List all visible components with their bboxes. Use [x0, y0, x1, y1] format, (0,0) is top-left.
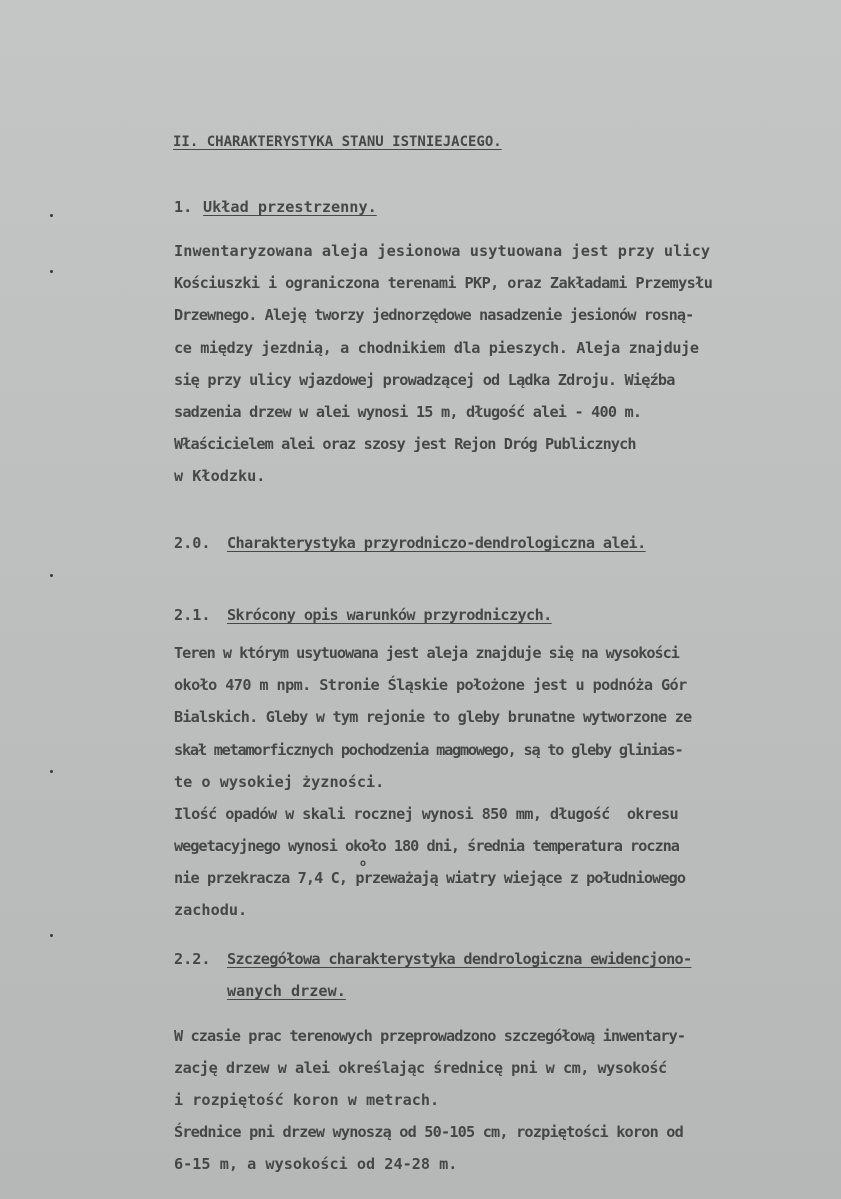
section-1-line: Inwentaryzowana aleja jesionowa usytuowana jest przy ulicy — [174, 242, 711, 260]
section-2-1-line: skał metamorficznych pochodzenia magmowego, są to gleby glinias- — [174, 741, 683, 759]
section-1-line: Drzewnego. Aleję tworzy jednorzędowe nasadzenie jesionów rosną- — [174, 306, 694, 324]
section-2-2-line: 6-15 m, a wysokości od 24-28 m. — [174, 1155, 458, 1173]
section-2-2-line: zację drzew w alei określając średnicę pni w cm, wysokość — [174, 1059, 667, 1077]
degree-mark: o — [360, 858, 367, 869]
section-1-line: się przy ulicy wjazdowej prowadzącej od Lądka Zdroju. Więźba — [174, 371, 675, 389]
section-2-2-line: Średnice pni drzew wynoszą od 50-105 cm, rozpiętości koron od — [174, 1123, 683, 1141]
section-2-1-line: Ilość opadów w skali rocznej wynosi 850 mm, długość okresu — [174, 805, 679, 823]
margin-dot — [50, 270, 53, 273]
section-1-line: Kościuszki i ograniczona terenami PKP, oraz Zakładami Przemysłu — [174, 274, 713, 292]
section-2-1-line: nie przekracza 7,4 C, przeważają wiatry wiejące z południowego — [174, 869, 686, 887]
section-1-number: 1. — [174, 198, 193, 216]
section-1-line: Właścicielem alei oraz szosy jest Rejon Dróg Publicznych — [174, 435, 636, 453]
section-2-1-line: Teren w którym usytuowana jest aleja znajduje się na wysokości — [174, 644, 679, 662]
margin-dot — [50, 934, 53, 937]
margin-dot — [50, 574, 53, 577]
margin-dot — [50, 214, 53, 217]
section-2-2-heading-line-1: Szczegółowa charakterystyka dendrologiczna ewidencjono- — [227, 950, 692, 968]
section-2-2-heading-line-2: wanych drzew. — [227, 982, 346, 1000]
section-2-1-line: około 470 m npm. Stronie Śląskie położone jest u podnóża Gór — [174, 676, 687, 694]
section-2-1-number: 2.1. — [174, 606, 211, 624]
margin-dot — [50, 770, 53, 773]
section-2-1-line: Bialskich. Gleby w tym rejonie to gleby brunatne wytworzone ze — [174, 708, 692, 726]
section-2-2-line: i rozpiętość koron w metrach. — [174, 1091, 440, 1109]
section-2-1-heading: Skrócony opis warunków przyrodniczych. — [227, 606, 552, 624]
section-2-1-line: te o wysokiej żyzności. — [174, 773, 385, 791]
section-2-1-line: zachodu. — [174, 901, 248, 919]
section-2-2-number: 2.2. — [174, 950, 211, 968]
section-1-line: ce między jezdnią, a chodnikiem dla pieszych. Aleja znajduje — [174, 339, 699, 357]
page-title: II. CHARAKTERYSTYKA STANU ISTNIEJACEGO. — [173, 134, 502, 150]
section-2-1-line: wegetacyjnego wynosi około 180 dni, średnia temperatura roczna — [174, 837, 679, 855]
section-1-heading: Układ przestrzenny. — [203, 198, 377, 216]
section-2-0-number: 2.0. — [174, 534, 211, 552]
section-1-line: sadzenia drzew w alei wynosi 15 m, długość alei - 400 m. — [174, 403, 642, 421]
section-2-0-heading: Charakterystyka przyrodniczo-dendrologiczna alei. — [227, 534, 646, 552]
section-2-2-line: W czasie prac terenowych przeprowadzono szczegółową inwentary- — [174, 1027, 686, 1045]
section-1-line: w Kłodzku. — [174, 467, 266, 485]
